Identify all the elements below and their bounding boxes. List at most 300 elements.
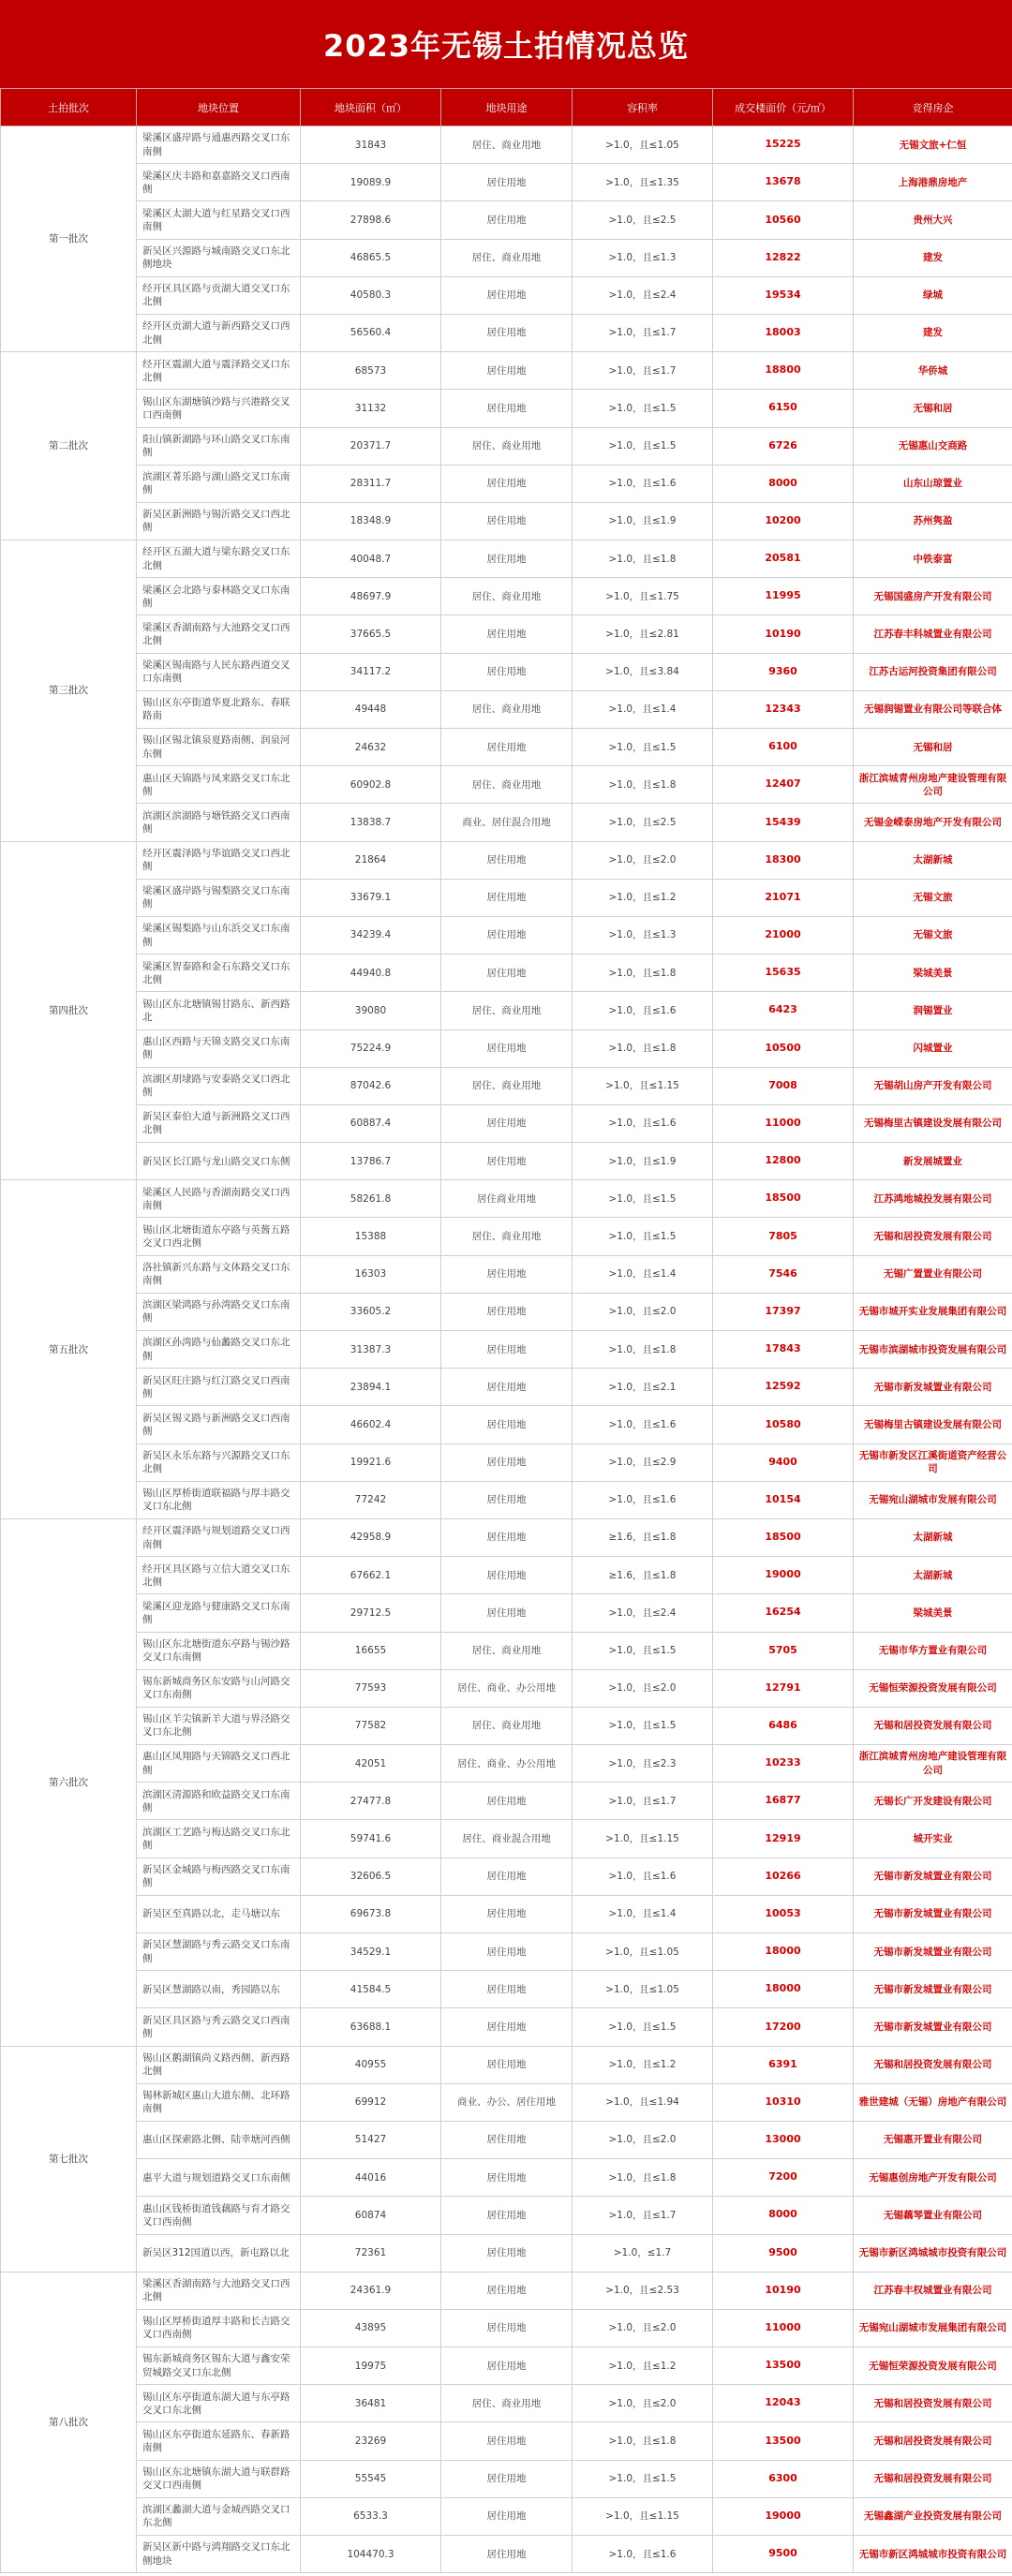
land-usage-cell: 居住用地 [441,1557,573,1594]
winning-company-cell: 无锡鑫湖产业投资发展有限公司 [854,2497,1012,2535]
floor-price-cell: 18300 [713,841,854,879]
floor-price-cell: 16254 [713,1594,854,1632]
floor-area-ratio-cell: >1.0，且≤1.94 [573,2083,713,2121]
land-area-cell: 23894.1 [301,1369,441,1406]
land-location-cell: 滨湖区工艺路与梅达路交叉口东北侧 [137,1820,301,1858]
winning-company-cell: 无锡市新发城置业有限公司 [854,1895,1012,1932]
land-location-cell: 新吴区慧湖路与秀云路交叉口东南侧 [137,1933,301,1971]
land-area-cell: 42051 [301,1745,441,1783]
table-row [1,615,1012,653]
winning-company-cell: 建发 [854,239,1012,276]
land-location-cell: 锡山区锡北镇泉夏路南侧、润泉河东侧 [137,729,301,766]
table-row [1,1895,1012,1932]
winning-company-cell: 无锡市新发城置业有限公司 [854,1971,1012,2008]
land-area-cell: 24361.9 [301,2272,441,2309]
floor-price-cell: 5705 [713,1632,854,1669]
header-company: 竞得房企 [854,89,1012,126]
land-location-cell: 梁溪区人民路与香湖南路交叉口西南侧 [137,1180,301,1218]
land-area-cell: 42958.9 [301,1518,441,1556]
floor-area-ratio-cell: >1.0，且≤1.35 [573,164,713,201]
floor-area-ratio-cell: >1.0，且≤2.53 [573,2272,713,2309]
table-row [1,1971,1012,2008]
winning-company-cell: 新发展城置业 [854,1143,1012,1180]
land-area-cell: 58261.8 [301,1180,441,1218]
land-area-cell: 44016 [301,2159,441,2197]
winning-company-cell: 绿城 [854,276,1012,314]
land-usage-cell: 居住、商业混合用地 [441,1820,573,1858]
land-location-cell: 惠平大道与规划道路交叉口东南侧 [137,2159,301,2197]
header-price: 成交楼面价（元/㎡） [713,89,854,126]
land-area-cell: 24632 [301,729,441,766]
floor-area-ratio-cell: >1.0，且≤1.5 [573,1180,713,1218]
table-row [1,502,1012,540]
floor-area-ratio-cell: >1.0，且≤2.0 [573,2385,713,2422]
table-row [1,540,1012,578]
land-location-cell: 锡山区北塘街道东亭路与英酱五路交叉口西北侧 [137,1218,301,1255]
land-location-cell: 锡山区东北塘街道东亭路与锡沙路交叉口东南侧 [137,1632,301,1669]
table-row [1,1518,1012,1556]
floor-area-ratio-cell: >1.0，且≤1.9 [573,502,713,540]
table-row [1,841,1012,879]
winning-company-cell: 无锡藕琴置业有限公司 [854,2197,1012,2234]
land-area-cell: 69912 [301,2083,441,2121]
winning-company-cell: 太湖新城 [854,841,1012,879]
winning-company-cell: 无锡胡山房产开发有限公司 [854,1067,1012,1104]
floor-price-cell: 15635 [713,955,854,992]
land-location-cell: 锡山区东亭街道华夏北路东、春联路南 [137,690,301,728]
table-row [1,804,1012,841]
land-location-cell: 新吴区兴源路与城南路交叉口东北侧地块 [137,239,301,276]
land-usage-cell: 居住、商业用地 [441,578,573,615]
land-usage-cell: 居住、商业用地 [441,1218,573,1255]
land-area-cell: 51427 [301,2121,441,2158]
floor-area-ratio-cell: >1.0，且≤1.4 [573,1255,713,1293]
table-row [1,1443,1012,1481]
table-row [1,1669,1012,1707]
land-location-cell: 滨湖区滨湖路与塘铁路交叉口西南侧 [137,804,301,841]
land-area-cell: 15388 [301,1218,441,1255]
land-usage-cell: 居住、商业用地 [441,1632,573,1669]
floor-price-cell: 10154 [713,1481,854,1518]
floor-area-ratio-cell: >1.0，且≤3.84 [573,653,713,690]
floor-price-cell: 13500 [713,2422,854,2460]
land-location-cell: 新吴区长江路与龙山路交叉口东侧 [137,1143,301,1180]
land-area-cell: 27898.6 [301,201,441,239]
floor-price-cell: 17200 [713,2008,854,2046]
floor-area-ratio-cell: >1.0，且≤1.8 [573,2159,713,2197]
land-location-cell: 滨湖区梁鸿路与孙湾路交叉口东南侧 [137,1293,301,1330]
floor-area-ratio-cell: >1.0，且≤1.8 [573,1029,713,1067]
table-row [1,352,1012,390]
winning-company-cell: 江苏古运河投资集团有限公司 [854,653,1012,690]
land-usage-cell: 居住用地 [441,1971,573,2008]
land-location-cell: 锡山区东亭街道东延路东、春新路南侧 [137,2422,301,2460]
land-location-cell: 经开区五湖大道与梁东路交叉口东北侧 [137,540,301,578]
batch-cell: 第八批次 [1,2272,137,2573]
floor-price-cell: 17843 [713,1331,854,1369]
floor-price-cell: 12407 [713,766,854,804]
floor-price-cell: 9400 [713,1443,854,1481]
floor-area-ratio-cell: >1.0，≤1.7 [573,2234,713,2272]
batch-cell: 第一批次 [1,126,137,352]
winning-company-cell: 梁城美景 [854,1594,1012,1632]
land-location-cell: 洛社镇新兴东路与文体路交叉口东南侧 [137,1255,301,1293]
table-row [1,1820,1012,1858]
land-usage-cell: 居住用地 [441,1369,573,1406]
land-area-cell: 46865.5 [301,239,441,276]
land-area-cell: 55545 [301,2460,441,2497]
land-location-cell: 阳山镇新湖路与环山路交叉口东南侧 [137,427,301,465]
land-usage-cell: 居住用地 [441,2309,573,2347]
land-location-cell: 梁溪区迎龙路与健康路交叉口东南侧 [137,1594,301,1632]
floor-price-cell: 10053 [713,1895,854,1932]
table-row [1,1067,1012,1104]
land-area-cell: 13786.7 [301,1143,441,1180]
land-area-cell: 28311.7 [301,465,441,502]
floor-price-cell: 6486 [713,1707,854,1744]
floor-area-ratio-cell: >1.0，且≤2.81 [573,615,713,653]
floor-price-cell: 10560 [713,201,854,239]
winning-company-cell: 城开实业 [854,1820,1012,1858]
table-row [1,1255,1012,1293]
table-row [1,2422,1012,2460]
table-row [1,427,1012,465]
winning-company-cell: 无锡市新区鸿城城市投资有限公司 [854,2234,1012,2272]
land-usage-cell: 居住用地 [441,879,573,916]
table-row [1,2385,1012,2422]
land-usage-cell: 居住用地 [441,1518,573,1556]
land-location-cell: 新吴区至真路以北，走马塘以东 [137,1895,301,1932]
floor-price-cell: 12791 [713,1669,854,1707]
land-usage-cell: 居住用地 [441,1255,573,1293]
floor-area-ratio-cell: >1.0，且≤1.2 [573,879,713,916]
land-usage-cell: 商业、居住混合用地 [441,804,573,841]
land-area-cell: 18348.9 [301,502,441,540]
land-area-cell: 68573 [301,352,441,390]
table-row [1,1029,1012,1067]
land-area-cell: 46602.4 [301,1406,441,1443]
land-usage-cell: 居住用地 [441,2234,573,2272]
land-area-cell: 59741.6 [301,1820,441,1858]
land-area-cell: 72361 [301,2234,441,2272]
land-area-cell: 75224.9 [301,1029,441,1067]
floor-area-ratio-cell: >1.0，且≤1.7 [573,314,713,351]
floor-price-cell: 6423 [713,992,854,1029]
winning-company-cell: 无锡文旅 [854,916,1012,954]
table-row [1,390,1012,427]
winning-company-cell: 无锡惠开置业有限公司 [854,2121,1012,2158]
floor-price-cell: 8000 [713,465,854,502]
winning-company-cell: 贵州大兴 [854,201,1012,239]
winning-company-cell: 无锡国盛房产开发有限公司 [854,578,1012,615]
land-usage-cell: 居住用地 [441,2422,573,2460]
table-row [1,2347,1012,2385]
land-usage-cell: 居住用地 [441,1858,573,1895]
table-row [1,879,1012,916]
table-row [1,2460,1012,2497]
floor-area-ratio-cell: >1.0，且≤1.7 [573,352,713,390]
floor-area-ratio-cell: >1.0，且≤1.8 [573,540,713,578]
land-usage-cell: 居住用地 [441,465,573,502]
land-usage-cell: 居住用地 [441,2159,573,2197]
land-usage-cell: 居住用地 [441,2121,573,2158]
table-row [1,1180,1012,1218]
land-area-cell: 56560.4 [301,314,441,351]
table-row [1,729,1012,766]
batch-cell: 第二批次 [1,352,137,540]
winning-company-cell: 无锡市新区鸿城城市投资有限公司 [854,2536,1012,2573]
table-row [1,1331,1012,1369]
floor-area-ratio-cell: >1.0，且≤2.5 [573,804,713,841]
header-usage: 地块用途 [441,89,573,126]
land-location-cell: 经开区具区路与立信大道交叉口东北侧 [137,1557,301,1594]
land-location-cell: 滨湖区清源路和欧益路交叉口东南侧 [137,1783,301,1820]
table-row [1,1632,1012,1669]
floor-area-ratio-cell: >1.0，且≤1.15 [573,1820,713,1858]
floor-area-ratio-cell: >1.0，且≤1.5 [573,2008,713,2046]
winning-company-cell: 浙江滨城青州房地产建设管理有限公司 [854,1745,1012,1783]
floor-price-cell: 21071 [713,879,854,916]
floor-price-cell: 18003 [713,314,854,351]
land-location-cell: 滨湖区胡埭路与安泰路交叉口西北侧 [137,1067,301,1104]
land-location-cell: 锡东新城商务区锡东大道与鑫安荣贸城路交叉口东北侧 [137,2347,301,2385]
floor-price-cell: 6300 [713,2460,854,2497]
table-row [1,1933,1012,1971]
winning-company-cell: 梁城美景 [854,955,1012,992]
floor-area-ratio-cell: >1.0，且≤2.4 [573,276,713,314]
land-usage-cell: 居住用地 [441,276,573,314]
floor-price-cell: 11995 [713,578,854,615]
land-usage-cell: 居住用地 [441,955,573,992]
land-usage-cell: 居住用地 [441,916,573,954]
floor-price-cell: 10500 [713,1029,854,1067]
land-area-cell: 6533.3 [301,2497,441,2535]
floor-price-cell: 11000 [713,2309,854,2347]
floor-area-ratio-cell: >1.0，且≤1.15 [573,2497,713,2535]
land-area-cell: 29712.5 [301,1594,441,1632]
floor-area-ratio-cell: >1.0，且≤1.8 [573,1331,713,1369]
land-usage-cell: 居住、商业用地 [441,1067,573,1104]
table-row [1,314,1012,351]
land-area-cell: 16655 [301,1632,441,1669]
winning-company-cell: 苏州隽盈 [854,502,1012,540]
floor-price-cell: 7008 [713,1067,854,1104]
floor-area-ratio-cell: >1.0，且≤1.5 [573,390,713,427]
floor-area-ratio-cell: >1.0，且≤1.3 [573,916,713,954]
table-body [1,126,1012,2573]
land-location-cell: 梁溪区盛岸路与锡梨路交叉口东南侧 [137,879,301,916]
land-location-cell: 新吴区具区路与秀云路交叉口西南侧 [137,2008,301,2046]
winning-company-cell: 山东山琼置业 [854,465,1012,502]
winning-company-cell: 无锡市新发城置业有限公司 [854,1369,1012,1406]
floor-price-cell: 10200 [713,502,854,540]
table-row [1,1707,1012,1744]
table-row [1,2234,1012,2272]
land-location-cell: 梁溪区香湖南路与大池路交叉口西北侧 [137,615,301,653]
winning-company-cell: 江苏鸿地城投发展有限公司 [854,1180,1012,1218]
land-location-cell: 新吴区金城路与梅西路交叉口东南侧 [137,1858,301,1895]
land-area-cell: 16303 [301,1255,441,1293]
land-location-cell: 新吴区新洲路与锡沂路交叉口西北侧 [137,502,301,540]
land-usage-cell: 居住、商业、办公用地 [441,1745,573,1783]
land-area-cell: 19089.9 [301,164,441,201]
floor-price-cell: 18000 [713,1971,854,2008]
winning-company-cell: 无锡和居投资发展有限公司 [854,1707,1012,1744]
floor-area-ratio-cell: >1.0，且≤1.6 [573,1104,713,1142]
floor-price-cell: 20581 [713,540,854,578]
land-area-cell: 40955 [301,2046,441,2083]
floor-area-ratio-cell: >1.0，且≤1.5 [573,2460,713,2497]
floor-price-cell: 18500 [713,1518,854,1556]
winning-company-cell: 无锡文旅+仁恒 [854,126,1012,164]
land-area-cell: 104470.3 [301,2536,441,2573]
land-usage-cell: 居住、商业用地 [441,2385,573,2422]
land-usage-cell: 居住用地 [441,2347,573,2385]
winning-company-cell: 太湖新城 [854,1557,1012,1594]
page-title: 2023年无锡土拍情况总览 [0,0,1012,88]
floor-area-ratio-cell: >1.0，且≤1.7 [573,1783,713,1820]
winning-company-cell: 浙江滨城青州房地产建设管理有限公司 [854,766,1012,804]
floor-price-cell: 10580 [713,1406,854,1443]
winning-company-cell: 无锡恒荣源投资发展有限公司 [854,1669,1012,1707]
land-usage-cell: 居住用地 [441,1029,573,1067]
floor-price-cell: 9500 [713,2234,854,2272]
winning-company-cell: 闪城置业 [854,1029,1012,1067]
floor-price-cell: 15225 [713,126,854,164]
floor-price-cell: 6726 [713,427,854,465]
floor-area-ratio-cell: >1.0，且≤1.9 [573,1143,713,1180]
land-area-cell: 13838.7 [301,804,441,841]
land-usage-cell: 居住用地 [441,2046,573,2083]
floor-price-cell: 21000 [713,916,854,954]
land-usage-cell: 居住用地 [441,352,573,390]
table-row [1,2272,1012,2309]
table-row [1,1369,1012,1406]
land-location-cell: 锡山区东湖塘镇沙路与兴港路交叉口西南侧 [137,390,301,427]
land-area-cell: 36481 [301,2385,441,2422]
floor-price-cell: 18800 [713,352,854,390]
land-usage-cell: 居住用地 [441,2536,573,2573]
floor-area-ratio-cell: >1.0，且≤2.9 [573,1443,713,1481]
floor-area-ratio-cell: >1.0，且≤2.0 [573,2309,713,2347]
land-location-cell: 惠山区钱桥街道钱藕路与育才路交叉口西南侧 [137,2197,301,2234]
floor-area-ratio-cell: >1.0，且≤1.7 [573,2197,713,2234]
floor-price-cell: 17397 [713,1293,854,1330]
winning-company-cell: 无锡梅里古镇建设发展有限公司 [854,1406,1012,1443]
land-area-cell: 77582 [301,1707,441,1744]
batch-cell: 第四批次 [1,841,137,1180]
floor-price-cell: 16877 [713,1783,854,1820]
land-location-cell: 锡山区厚桥街道联福路与厚丰路交叉口东北侧 [137,1481,301,1518]
table-row [1,2309,1012,2347]
land-area-cell: 32606.5 [301,1858,441,1895]
header-location: 地块位置 [137,89,301,126]
floor-area-ratio-cell: >1.0，且≤1.05 [573,1933,713,1971]
floor-price-cell: 10310 [713,2083,854,2121]
floor-price-cell: 7546 [713,1255,854,1293]
floor-price-cell: 12822 [713,239,854,276]
table-row [1,1594,1012,1632]
land-usage-cell: 居住、商业用地 [441,992,573,1029]
floor-price-cell: 13678 [713,164,854,201]
floor-price-cell: 11000 [713,1104,854,1142]
table-row [1,2197,1012,2234]
land-location-cell: 锡东新城商务区东安路与山河路交叉口东南侧 [137,1669,301,1707]
land-usage-cell: 居住、商业用地 [441,766,573,804]
table-row [1,1406,1012,1443]
land-area-cell: 34239.4 [301,916,441,954]
land-area-cell: 43895 [301,2309,441,2347]
winning-company-cell: 雅世建城（无锡）房地产有限公司 [854,2083,1012,2121]
floor-price-cell: 12043 [713,2385,854,2422]
winning-company-cell: 华侨城 [854,352,1012,390]
floor-area-ratio-cell: >1.0，且≤2.0 [573,1669,713,1707]
land-area-cell: 21864 [301,841,441,879]
winning-company-cell: 无锡市新发区江溪街道资产经营公司 [854,1443,1012,1481]
winning-company-cell: 无锡惠创房地产开发有限公司 [854,2159,1012,2197]
table-row [1,2497,1012,2535]
table-row [1,276,1012,314]
floor-area-ratio-cell: >1.0，且≤1.5 [573,1632,713,1669]
land-area-cell: 67662.1 [301,1557,441,1594]
winning-company-cell: 无锡恒荣源投资发展有限公司 [854,2347,1012,2385]
land-usage-cell: 居住商业用地 [441,1180,573,1218]
land-location-cell: 新吴区锡义路与新洲路交叉口西南侧 [137,1406,301,1443]
table-row [1,1143,1012,1180]
table-row [1,2159,1012,2197]
land-location-cell: 惠山区探索路北侧、陆幸塘河西侧 [137,2121,301,2158]
floor-price-cell: 8000 [713,2197,854,2234]
land-area-cell: 60887.4 [301,1104,441,1142]
land-usage-cell: 居住、商业用地 [441,427,573,465]
table-row [1,1218,1012,1255]
land-area-cell: 27477.8 [301,1783,441,1820]
floor-area-ratio-cell: >1.0，且≤1.5 [573,427,713,465]
land-area-cell: 19921.6 [301,1443,441,1481]
land-area-cell: 63688.1 [301,2008,441,2046]
land-area-cell: 31132 [301,390,441,427]
land-area-cell: 77593 [301,1669,441,1707]
land-location-cell: 梁溪区会北路与泰林路交叉口东南侧 [137,578,301,615]
land-usage-cell: 居住、商业用地 [441,239,573,276]
table-row [1,1557,1012,1594]
floor-area-ratio-cell: >1.0，且≤1.8 [573,2422,713,2460]
winning-company-cell: 江苏春丰权城置业有限公司 [854,2272,1012,2309]
batch-cell: 第七批次 [1,2046,137,2272]
land-area-cell: 69673.8 [301,1895,441,1932]
land-location-cell: 锡山区东北塘镇东湖大道与联群路交叉口西南侧 [137,2460,301,2497]
floor-price-cell: 6100 [713,729,854,766]
land-usage-cell: 居住用地 [441,653,573,690]
floor-area-ratio-cell: >1.0，且≤2.4 [573,1594,713,1632]
land-location-cell: 锡山区东北塘镇锡甘路东、新西路北 [137,992,301,1029]
table-row [1,578,1012,615]
land-area-cell: 20371.7 [301,427,441,465]
land-location-cell: 梁溪区太湖大道与红星路交叉口西南侧 [137,201,301,239]
land-location-cell: 梁溪区庆丰路和嘉嘉路交叉口西南侧 [137,164,301,201]
floor-area-ratio-cell: ≥1.6，且≤1.8 [573,1557,713,1594]
floor-price-cell: 12919 [713,1820,854,1858]
table-row [1,1293,1012,1330]
winning-company-cell: 无锡梅里古镇建设发展有限公司 [854,1104,1012,1142]
floor-area-ratio-cell: >1.0，且≤1.2 [573,2046,713,2083]
winning-company-cell: 无锡金嵘泰房地产开发有限公司 [854,804,1012,841]
land-usage-cell: 居住、商业用地 [441,126,573,164]
land-location-cell: 梁溪区锡梨路与山东浜交叉口东南侧 [137,916,301,954]
land-usage-cell: 居住用地 [441,841,573,879]
floor-price-cell: 19000 [713,2497,854,2535]
land-area-cell: 33605.2 [301,1293,441,1330]
